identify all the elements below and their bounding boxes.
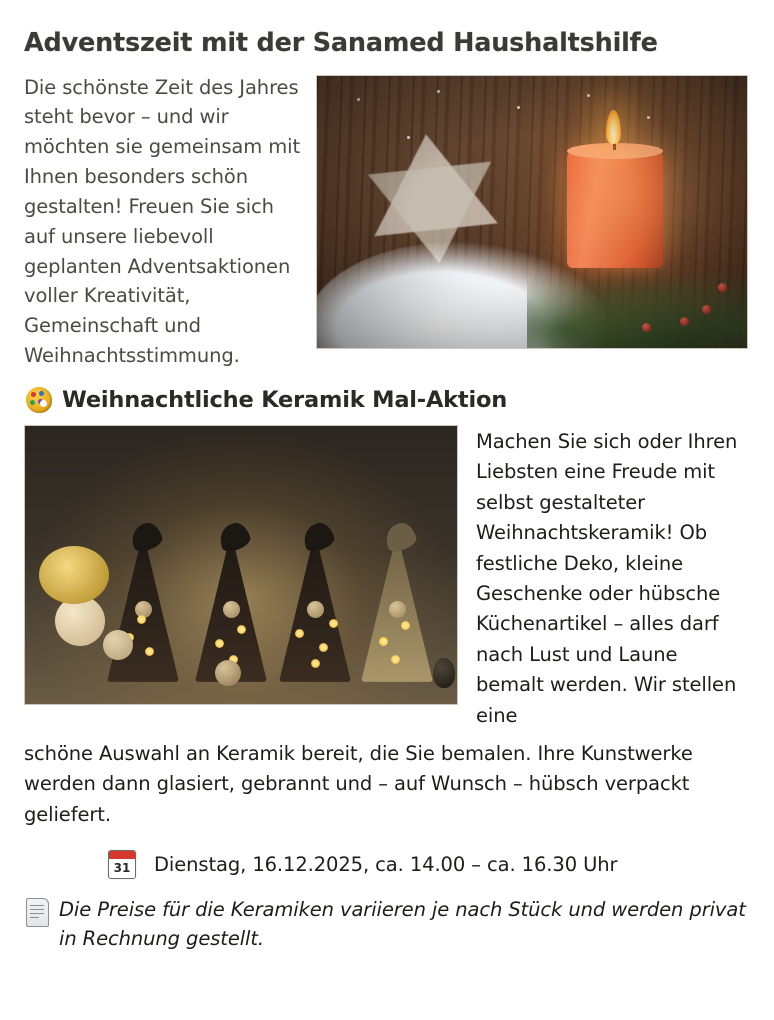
date-entry-text: Dienstag, 16.12.2025, ca. 14.00 – ca. 16.30 Uhr [154,853,618,877]
decor-ball [103,630,133,660]
ceramic-text-column: Machen Sie sich oder Ihren Liebsten eine Freude mit selbst gestalteter Weihnachtskeramik! Ob festliche Deko, kleine Geschenke oder hübsche Küchenartikel – alles darf nach Lust und Laune bemalt werden. Wir stellen eine [476,429,738,727]
calendar-icon [108,850,136,879]
ceramic-section [24,425,748,731]
advent-candle-photo [316,75,748,349]
date-entry-row [108,850,748,879]
straw-decoration [39,546,109,604]
ceramic-text-continued: schöne Auswahl an Keramik bereit, die Sie bemalen. Ihre Kunstwerke werden dann glasiert, gebrannt und – auf Wunsch – hübsch verpackt geliefert. [24,741,693,826]
note-icon [26,898,49,927]
section-title: Weihnachtliche Keramik Mal-Aktion [62,386,508,413]
intro-paragraph: Die schönste Zeit des Jahres steht bevor – und wir möchten sie gemeinsam mit Ihnen besonders schön gestalten! Freuen Sie sich auf unsere liebevoll geplanten Adventsaktionen voller Kreativität, Gemeinschaft und Weihnachtsstimmung. [24,75,300,368]
price-note-row [26,895,748,954]
page-title: Adventszeit mit der Sanamed Haushaltshilfe [24,28,658,58]
intro-section [24,73,748,371]
palette-icon [26,387,52,413]
ceramic-gnomes-photo [24,425,458,705]
decor-ball [215,660,241,686]
section-heading-row [26,387,748,413]
calendar-day: 31 [113,861,131,876]
photo-vignette [317,76,747,348]
price-note-text: Die Preise für die Keramiken variieren je nach Stück und werden privat in Rechnung gestellt. [59,898,746,951]
decor-ball [433,658,455,688]
